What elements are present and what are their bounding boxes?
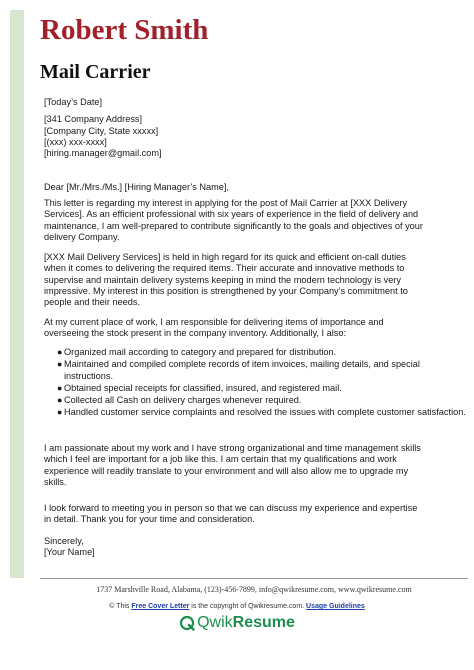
signature-name: [Your Name] bbox=[44, 547, 95, 558]
footer-contact: 1737 Marshville Road, Alabama, (123)-456-7899, info@qwikresume.com, www.qwikresume.com bbox=[96, 585, 412, 594]
paragraph-company: [XXX Mail Delivery Services] is held in high regard for its quick and efficient on-call duties when it comes to delivering the required items. Their accurate and innovative methods to supervise and maintain delivery systems keeping in mind the modern technology is very impressive. My interest in this position is strengthened by your Company’s commitment to people and their needs. bbox=[44, 252, 408, 308]
list-item: ● Handled customer service complaints and resolved the issues with complete customer satisfaction. bbox=[57, 407, 466, 418]
footer-divider bbox=[40, 578, 468, 579]
job-title: Mail Carrier bbox=[40, 61, 151, 83]
signoff-line: Sincerely, bbox=[44, 536, 84, 546]
qwikresume-logo-icon bbox=[179, 615, 195, 631]
applicant-name: Robert Smith bbox=[40, 14, 209, 46]
decorative-side-bar bbox=[10, 10, 24, 578]
list-item: ● Maintained and compiled complete records of item invoices, mailing details, and special instructions. bbox=[57, 359, 420, 381]
date-line: [Today’s Date] bbox=[44, 97, 103, 107]
signoff bbox=[44, 536, 468, 559]
bullet-icon: ● bbox=[57, 347, 63, 357]
usage-guidelines-link[interactable]: Usage Guidelines bbox=[306, 603, 365, 610]
list-item: ● Organized mail according to category and prepared for distribution. bbox=[57, 347, 337, 357]
email-line: [hiring.manager@gmail.com] bbox=[44, 148, 162, 159]
phone-line: [(xxx) xxx-xxxx] bbox=[44, 136, 107, 147]
list-item: ● Obtained special receipts for classified, insured, and registered mail. bbox=[57, 382, 342, 393]
paragraph-current-role: At my current place of work, I am responsible for delivering items of importance and overseeing the stock present in the company inventory. Additionally, I also: bbox=[44, 317, 384, 339]
paragraph-passion: I am passionate about my work and I have strong organizational and time management skills which I feel are important for a job like this. I am certain that my qualifications and work experience will readily translate to your environment and will also allow me to upgrade my skills. bbox=[44, 443, 421, 487]
free-cover-letter-link[interactable]: Free Cover Letter bbox=[131, 603, 190, 610]
qwikresume-logo[interactable] bbox=[0, 614, 474, 632]
paragraph-closing: I look forward to meeting you in person so that we can discuss my experience and expertise in detail. Thank you for your time and consideration. bbox=[44, 503, 418, 525]
bullet-icon: ● bbox=[57, 382, 63, 393]
paragraph-intro: This letter is regarding my interest in applying for the post of Mail Carrier at [XXX Delivery Services]. As an efficient professional with six years of experience in the field of delivery and maintenance, I am well-prepared to contribute significantly to the goals and objectives of your delivery Company. bbox=[44, 198, 423, 242]
company-address-line: [341 Company Address] bbox=[44, 114, 143, 125]
bullet-icon: ● bbox=[57, 359, 63, 370]
bullet-icon: ● bbox=[57, 407, 63, 418]
address-block bbox=[44, 97, 468, 159]
copyright-notice: © This Free Cover Letter is the copyright of Qwikresume.com. Usage Guidelines bbox=[109, 603, 365, 610]
salutation: Dear [Mr./Mrs./Ms.] [Hiring Manager’s Name], bbox=[44, 182, 229, 192]
bullet-icon: ● bbox=[57, 395, 63, 406]
company-city-line: [Company City, State xxxxx] bbox=[44, 125, 159, 136]
logo-wordmark: QwikResume bbox=[197, 614, 295, 631]
duties-list bbox=[44, 347, 468, 420]
list-item: ● Collected all Cash on delivery charges whenever required. bbox=[57, 395, 302, 406]
